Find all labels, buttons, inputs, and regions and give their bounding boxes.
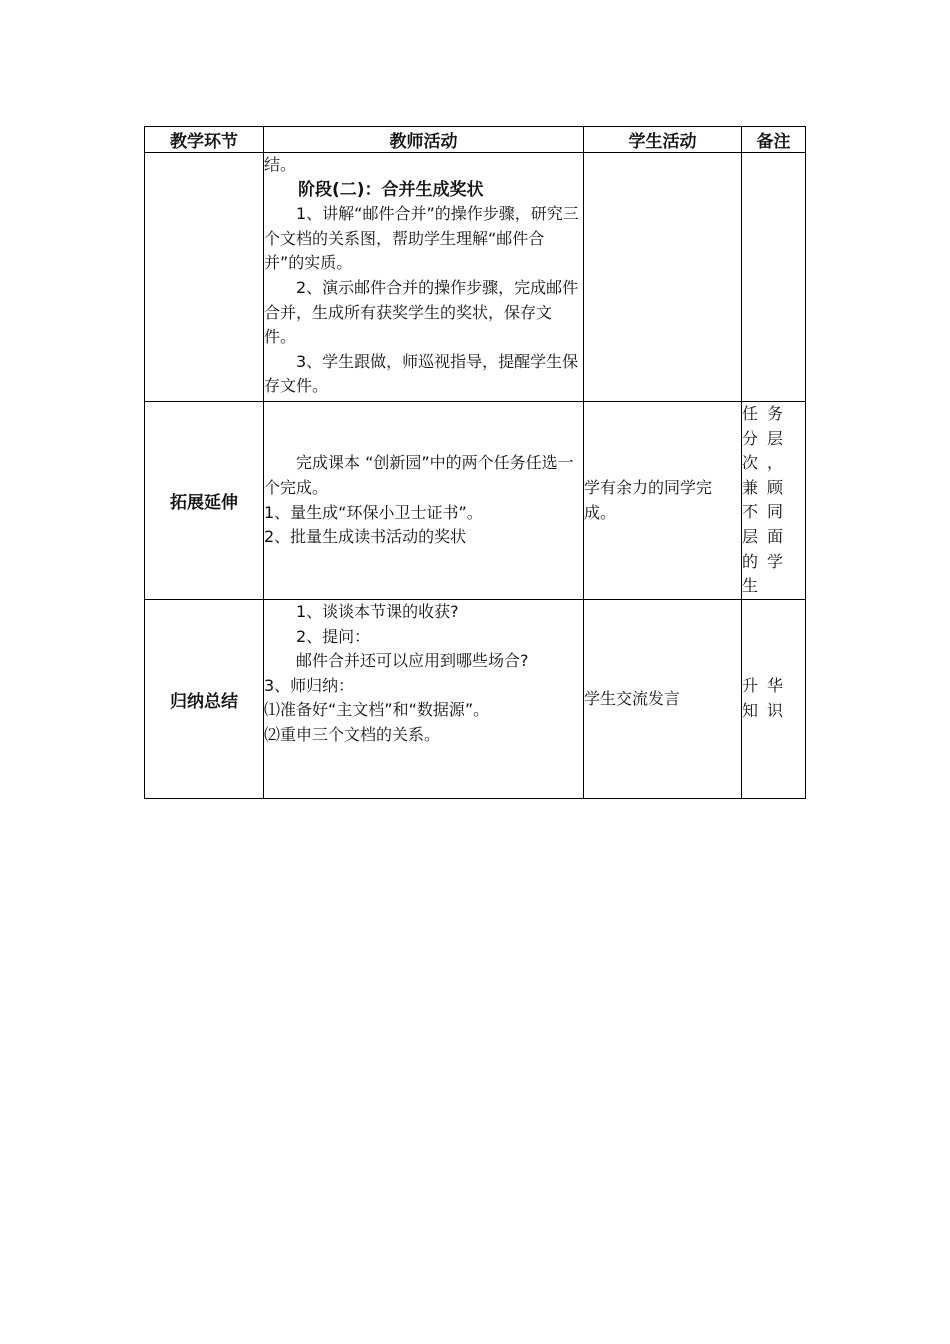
notes-cell: [742, 153, 806, 402]
stage-cell: [145, 153, 264, 402]
phase-heading: 阶段(二)：合并生成奖状: [298, 179, 484, 200]
header-student-activity: 学生活动: [584, 127, 742, 153]
teacher-activity-cell: [264, 402, 584, 600]
header-stage: 教学环节: [145, 127, 264, 153]
student-activity-cell: [584, 153, 742, 402]
teacher-text: 2、提问：: [296, 626, 371, 646]
student-activity-cell: 学生交流发言: [584, 600, 742, 799]
teacher-text: 2、批量生成读书活动的奖状: [264, 527, 467, 547]
stage-cell: 归纳总结: [145, 600, 264, 799]
teacher-activity-cell: [264, 153, 584, 402]
teacher-text: 邮件合并还可以应用到哪些场合?: [296, 651, 529, 671]
teacher-text: 3、学生跟做，师巡视指导，提醒学生保存文件。: [264, 351, 579, 396]
lesson-plan-table: [144, 126, 806, 799]
teacher-text: 结。: [264, 155, 297, 174]
teacher-activity-cell: [264, 600, 584, 799]
student-activity-cell: 学有余力的同学完成。: [584, 402, 742, 600]
header-row: [145, 127, 806, 153]
teacher-text: 3、师归纳：: [264, 675, 355, 695]
header-notes: 备注: [742, 127, 806, 153]
teacher-text: ⑵重申三个文档的关系。: [264, 724, 441, 744]
teacher-text: 1、谈谈本节课的收获?: [296, 602, 459, 621]
header-teacher-activity: 教师活动: [264, 127, 584, 153]
notes-cell: 升华知识: [742, 600, 806, 799]
table-row: [145, 402, 806, 600]
teacher-text: 1、讲解“邮件合并”的操作步骤，研究三个文档的关系图，帮助学生理解“邮件合并”的实质。: [264, 204, 579, 273]
table-row: [145, 600, 806, 799]
teacher-text: ⑴准备好“主文档”和“数据源”。: [264, 700, 490, 720]
teacher-text: 2、演示邮件合并的操作步骤，完成邮件合并，生成所有获奖学生的奖状，保存文件。: [264, 277, 579, 347]
teacher-text: 完成课本 “创新园”中的两个任务任选一个完成。: [264, 453, 574, 497]
notes-cell: 任务分层次，兼顾不同层面的学生: [742, 402, 806, 600]
table-row: [145, 153, 806, 402]
teacher-text: 1、量生成“环保小卫士证书”。: [264, 502, 483, 522]
stage-cell: 拓展延伸: [145, 402, 264, 600]
